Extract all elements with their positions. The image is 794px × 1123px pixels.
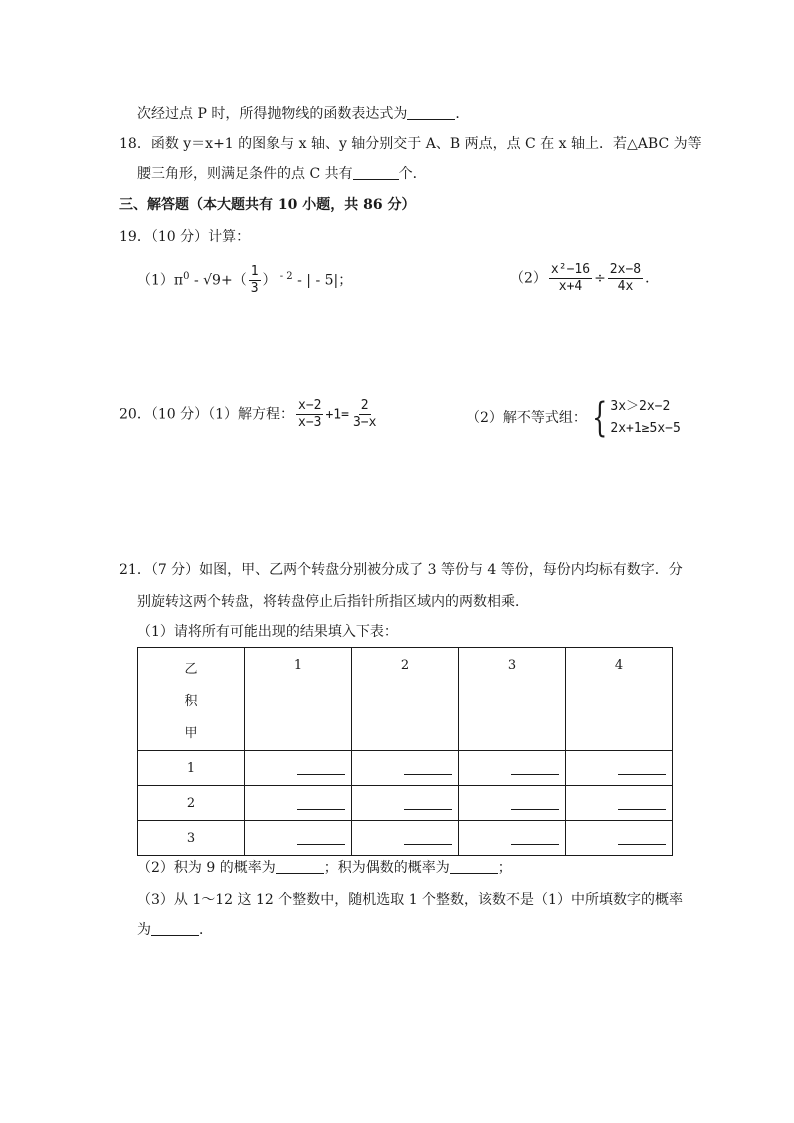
answer-blank[interactable] — [297, 844, 345, 845]
q17-text: 次经过点 P 时，所得抛物线的函数表达式为 — [137, 106, 408, 122]
q21-sub2 — [137, 858, 512, 878]
answer-blank[interactable] — [404, 844, 452, 845]
q21-sub2-a: （2）积为 9 的概率为 — [137, 860, 276, 876]
answer-blank[interactable] — [511, 774, 559, 775]
inequality-system — [587, 396, 681, 440]
fraction-2 — [608, 262, 643, 295]
answer-cell-2-3[interactable] — [459, 786, 566, 821]
q21-line1: 21．（7 分）如图，甲、乙两个转盘分别被分成了 3 等份与 4 等份，每份内均标有数字．分 — [119, 562, 683, 578]
q20-part2 — [466, 396, 681, 440]
sqrt-term: - √9+（ — [189, 272, 247, 289]
col-header-1-label: 1 — [293, 658, 303, 673]
prob-even-blank[interactable] — [450, 859, 498, 874]
row-header-3: 3 — [138, 821, 245, 856]
answer-blank[interactable] — [511, 809, 559, 810]
q19-part1 — [137, 264, 352, 297]
col-header-3 — [459, 648, 566, 751]
answer-cell-1-1[interactable] — [245, 751, 352, 786]
fraction-1 — [549, 262, 592, 295]
section-heading: 三、解答题（本大题共有 10 小题，共 86 分） — [119, 197, 416, 213]
q18-line2-end: 个． — [398, 166, 427, 182]
paren-close: ） — [262, 272, 277, 289]
q18-line2-text: 腰三角形，则满足条件的点 C 共有 — [137, 166, 353, 182]
prob-nine-blank[interactable] — [276, 859, 324, 874]
fraction-numerator: 1 — [250, 264, 259, 279]
q19-title: 19．（10 分）计算： — [119, 229, 251, 245]
pi-exponent: 0 — [183, 270, 190, 282]
q19-part2-end: ． — [645, 270, 660, 287]
divide-operator: ÷ — [594, 270, 606, 287]
table-row — [138, 751, 673, 786]
q18-line1: 18．函数 y＝x+1 的图象与 x 轴、y 轴分别交于 A、B 两点，点 C 在 x 轴上．若△ABC 为等 — [119, 136, 702, 152]
row-header-2: 2 — [138, 786, 245, 821]
negative-two-exponent: - 2 — [276, 270, 293, 282]
col-header-3-label: 3 — [507, 658, 517, 673]
q20-title: 20．（10 分）（1）解方程： — [119, 406, 294, 423]
col-header-1 — [245, 648, 352, 751]
q21-line2: 别旋转这两个转盘，将转盘停止后指针所指区域内的两数相乘． — [137, 594, 529, 610]
result-table — [137, 647, 673, 856]
corner-label-yi: 乙 — [184, 662, 198, 677]
col-header-2-label: 2 — [400, 658, 410, 673]
answer-cell-1-4[interactable] — [566, 751, 673, 786]
row-header-1: 1 — [138, 751, 245, 786]
answer-cell-2-2[interactable] — [352, 786, 459, 821]
fraction-2-numerator: 2x−8 — [609, 262, 642, 277]
q19-part2-label: （2） — [510, 270, 547, 287]
answer-blank[interactable] — [618, 809, 666, 810]
inequality-2: 2x+1≥5x−5 — [610, 421, 681, 436]
answer-cell-3-1[interactable] — [245, 821, 352, 856]
pi-symbol: π — [173, 272, 184, 289]
answer-cell-3-4[interactable] — [566, 821, 673, 856]
corner-cell — [138, 648, 245, 751]
col-header-4 — [566, 648, 673, 751]
q21-sub2-c: ； — [497, 860, 512, 876]
q20-part2-label: （2）解不等式组： — [466, 410, 587, 426]
q20-part1 — [119, 398, 380, 431]
q21-sub3-blank[interactable] — [151, 921, 199, 936]
col-header-2 — [352, 648, 459, 751]
equation-fraction-2 — [351, 398, 378, 431]
answer-cell-2-4[interactable] — [566, 786, 673, 821]
q21-sub3-line2-text: 为 — [137, 922, 151, 938]
answer-blank[interactable] — [404, 809, 452, 810]
corner-label-ji: 积 — [184, 694, 198, 709]
q17-end: ． — [455, 106, 470, 122]
answer-blank[interactable] — [297, 774, 345, 775]
answer-blank[interactable] — [404, 774, 452, 775]
inequality-1: 3x＞2x−2 — [610, 399, 671, 414]
q18-answer-blank[interactable] — [353, 165, 399, 180]
q21-sub3-line2 — [137, 920, 213, 940]
answer-cell-3-3[interactable] — [459, 821, 566, 856]
q18-line2 — [137, 164, 427, 184]
q21-sub2-b: ；积为偶数的概率为 — [323, 860, 450, 876]
q17-answer-blank[interactable] — [407, 105, 455, 120]
equation-fraction-2-denominator: 3−x — [352, 415, 377, 430]
table-row — [138, 821, 673, 856]
fraction-1-denominator: x+4 — [558, 279, 583, 294]
equation-fraction-2-numerator: 2 — [360, 398, 369, 413]
answer-cell-1-2[interactable] — [352, 751, 459, 786]
answer-blank[interactable] — [511, 844, 559, 845]
equation-middle: +1= — [325, 407, 349, 423]
answer-blank[interactable] — [297, 809, 345, 810]
q19-part2 — [510, 262, 659, 295]
q19-part1-label: （1） — [137, 272, 174, 289]
equation-fraction-1-numerator: x−2 — [298, 398, 322, 413]
one-third-fraction — [249, 264, 261, 297]
table-row — [138, 786, 673, 821]
table-header-row — [138, 648, 673, 751]
answer-cell-2-1[interactable] — [245, 786, 352, 821]
q21-sub3-end: ． — [199, 922, 213, 938]
equation-fraction-1 — [296, 398, 323, 431]
answer-cell-3-2[interactable] — [352, 821, 459, 856]
left-brace: { — [592, 395, 608, 441]
answer-cell-1-3[interactable] — [459, 751, 566, 786]
q21-sub1: （1）请将所有可能出现的结果填入下表： — [137, 624, 398, 640]
col-header-4-label: 4 — [614, 658, 624, 673]
answer-blank[interactable] — [618, 844, 666, 845]
corner-label-jia: 甲 — [184, 726, 198, 741]
q21-sub3-line1: （3）从 1～12 这 12 个整数中，随机选取 1 个整数，该数不是（1）中所填数字的概率 — [137, 892, 683, 908]
fraction-1-numerator: x²−16 — [550, 262, 591, 277]
q17-continuation — [137, 104, 469, 124]
fraction-denominator: 3 — [250, 281, 259, 296]
abs-term: - | - 5|； — [292, 272, 353, 289]
answer-blank[interactable] — [618, 774, 666, 775]
equation-fraction-1-denominator: x−3 — [298, 415, 322, 430]
fraction-2-denominator: 4x — [617, 279, 634, 294]
